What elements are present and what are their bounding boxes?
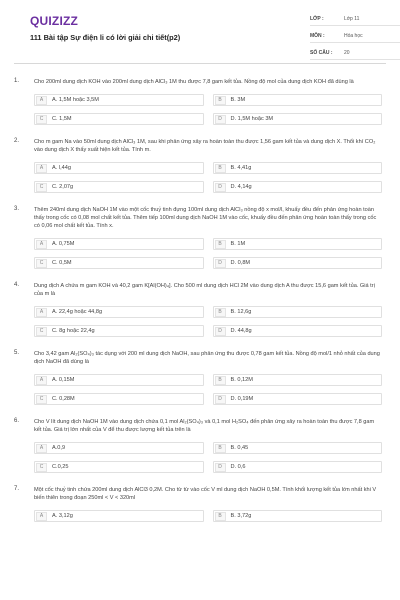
meta-value: Lớp 11 xyxy=(344,15,360,22)
option-letter-box: D xyxy=(215,115,226,124)
question-text: Dung dịch A chứa m gam KOH và 40,2 gam K[Al(OH)₄]. Cho 500 ml dung dịch HCl 2M vào dung dịch A thu được 15,6 gam kết tủa. Giá trị của m là xyxy=(34,283,375,297)
answer-option-a[interactable] xyxy=(34,442,204,454)
answer-option-d[interactable] xyxy=(213,461,383,473)
option-letter-box: C xyxy=(36,327,47,336)
option-letter-box: A xyxy=(36,444,47,453)
option-text: B. 1M xyxy=(230,241,246,247)
option-text: D. 44,8g xyxy=(230,328,252,334)
question-number: 5. xyxy=(14,350,20,356)
option-letter-box: B xyxy=(215,376,226,385)
question-number: 7. xyxy=(14,486,20,492)
option-text: D. 0,6 xyxy=(230,464,246,470)
option-text: D. 1,5M hoặc 3M xyxy=(230,116,274,122)
option-text: C. 0,5M xyxy=(52,260,72,266)
option-text: C.0,25 xyxy=(52,464,69,470)
option-letter-box: A xyxy=(36,240,47,249)
answer-option-c[interactable] xyxy=(34,325,204,337)
option-letter-box: C xyxy=(36,395,47,404)
worksheet-title: 111 Bài tập Sự điện li có lời giải chi tiết(p2) xyxy=(30,33,181,42)
answer-option-a[interactable] xyxy=(34,238,204,250)
question-number: 6. xyxy=(14,418,20,424)
answer-option-a[interactable] xyxy=(34,162,204,174)
answer-option-d[interactable] xyxy=(213,257,383,269)
question-text: Cho 200ml dung dịch KOH vào 200ml dung dịch AlCl₃ 1M thu được 7,8 gam kết tủa. Nồng độ mol của dung dịch KOH đã dùng là xyxy=(34,79,354,85)
answer-option-a[interactable] xyxy=(34,374,204,386)
meta-row-subject xyxy=(310,29,400,43)
meta-label: SỐ CÂU : xyxy=(310,49,333,56)
question-number: 2. xyxy=(14,138,20,144)
question-number: 4. xyxy=(14,282,20,288)
option-letter-box: A xyxy=(36,376,47,385)
option-text: D. 4,14g xyxy=(230,184,252,190)
option-letter-box: D xyxy=(215,463,226,472)
option-letter-box: A xyxy=(36,308,47,317)
option-text: B. 12,6g xyxy=(230,309,252,315)
option-text: C. 1,5M xyxy=(52,116,72,122)
meta-label: MÔN : xyxy=(310,32,325,39)
option-text: C. 0,28M xyxy=(52,396,75,402)
answer-option-c[interactable] xyxy=(34,113,204,125)
answer-options xyxy=(34,94,382,125)
option-text: B. 0,12M xyxy=(230,377,253,383)
answer-option-a[interactable] xyxy=(34,94,204,106)
option-letter-box: B xyxy=(215,164,226,173)
question-number: 3. xyxy=(14,206,20,212)
option-letter-box: B xyxy=(215,512,226,521)
worksheet-header xyxy=(14,0,386,64)
answer-option-d[interactable] xyxy=(213,113,383,125)
question-text: Cho 3,42 gam Al₂(SO₄)₃ tác dụng với 200 ml dung dịch NaOH, sau phản ứng thu được 0,78 gam kết tủa. Nồng độ mol/1 nhỏ nhất của dung dịch NaOH đã dùng là xyxy=(34,351,380,365)
option-text: B. 4,41g xyxy=(230,165,252,171)
option-text: A. 0,75M xyxy=(52,241,75,247)
option-letter-box: D xyxy=(215,183,226,192)
answer-options xyxy=(34,374,382,405)
question-text: Một cốc thuỷ tinh chứa 200ml dung dịch AlCl3 0,2M. Cho từ từ vào cốc V ml dung dịch NaOH 0,5M. Tính khối lượng kết tủa lớn nhất khi V biến thiên trong đoạn 250ml < V < 320ml xyxy=(34,487,377,501)
meta-value: 20 xyxy=(344,49,350,56)
option-text: B. 3,72g xyxy=(230,513,252,519)
answer-option-d[interactable] xyxy=(213,181,383,193)
option-letter-box: B xyxy=(215,240,226,249)
question-7 xyxy=(14,486,386,522)
answer-option-a[interactable] xyxy=(34,306,204,318)
option-letter-box: D xyxy=(215,327,226,336)
answer-option-c[interactable] xyxy=(34,461,204,473)
answer-option-b[interactable] xyxy=(213,94,383,106)
answer-options xyxy=(34,306,382,337)
option-letter-box: C xyxy=(36,463,47,472)
meta-info xyxy=(310,12,400,63)
option-text: C. 8g hoặc 22,4g xyxy=(52,328,95,334)
option-letter-box: B xyxy=(215,96,226,105)
option-letter-box: B xyxy=(215,444,226,453)
option-text: A. 22,4g hoặc 44,8g xyxy=(52,309,103,315)
option-text: B. 3M xyxy=(230,97,246,103)
option-text: D. 0,8M xyxy=(230,260,251,266)
option-letter-box: A xyxy=(36,512,47,521)
question-text: Thêm 240ml dung dịch NaOH 1M vào một cốc thuỷ tinh đựng 100ml dung dịch AlCl₃ nồng độ x mol/l, khuấy đều đến phản ứng hoàn toàn thấy trong cốc có 0,08 mol chất kết tủa. Thêm tiếp 100ml dung dịch NaOH 1M vào cốc, khuấy đều đến phản ứng hoàn toàn thấy trong cốc có 0,06 mol chất kết tủa. Tính x. xyxy=(34,207,377,229)
option-text: C. 2,07g xyxy=(52,184,74,190)
answer-option-c[interactable] xyxy=(34,393,204,405)
answer-options xyxy=(34,442,382,473)
option-text: B. 0,45 xyxy=(230,445,249,451)
answer-options xyxy=(34,162,382,193)
question-1 xyxy=(14,78,386,125)
option-letter-box: C xyxy=(36,259,47,268)
option-letter-box: A xyxy=(36,164,47,173)
option-letter-box: C xyxy=(36,183,47,192)
option-text: A. l,44g xyxy=(52,165,71,171)
answer-option-b[interactable] xyxy=(213,374,383,386)
meta-value: Hóa học xyxy=(344,32,363,39)
option-text: D. 0,19M xyxy=(230,396,254,402)
answer-option-b[interactable] xyxy=(213,442,383,454)
answer-option-b[interactable] xyxy=(213,306,383,318)
question-number: 1. xyxy=(14,78,20,84)
question-2 xyxy=(14,138,386,193)
option-text: A.0,9 xyxy=(52,445,66,451)
meta-row-count xyxy=(310,46,400,60)
answer-option-d[interactable] xyxy=(213,325,383,337)
question-list xyxy=(14,64,386,522)
option-letter-box: C xyxy=(36,115,47,124)
question-5 xyxy=(14,350,386,405)
answer-option-b[interactable] xyxy=(213,162,383,174)
meta-row-class xyxy=(310,12,400,26)
option-text: A. 3,12g xyxy=(52,513,73,519)
option-letter-box: A xyxy=(36,96,47,105)
option-letter-box: D xyxy=(215,395,226,404)
answer-option-c[interactable] xyxy=(34,257,204,269)
question-text: Cho V lít dung dịch NaOH 1M vào dung dịch chứa 0,1 mol Al₂(SO₄)₃ và 0,1 mol H₂SO₄ đến phản ứng xảy ra hoàn toàn thu được 7,8 gam kết tủa. Giá trị lớn nhất của V để thu được lượng kết tủa trên là xyxy=(34,419,375,433)
answer-option-b[interactable] xyxy=(213,510,383,522)
answer-options xyxy=(34,238,382,269)
quizizz-logo: QUIZIZZ xyxy=(30,14,79,28)
answer-options xyxy=(34,510,382,522)
meta-label: LỚP : xyxy=(310,15,324,22)
question-4 xyxy=(14,282,386,337)
question-6 xyxy=(14,418,386,473)
option-text: A. 0,15M xyxy=(52,377,75,383)
question-text: Cho m gam Na vào 50ml dung dịch AlCl₃ 1M, sau khi phản ứng xảy ra hoàn toàn thu được 1,56 gam kết tủa và dung dịch X. Thổi khí CO₂ vào dung dịch X thấy xuất hiện kết tủa. Tính m. xyxy=(34,139,376,153)
option-letter-box: D xyxy=(215,259,226,268)
answer-option-d[interactable] xyxy=(213,393,383,405)
option-letter-box: B xyxy=(215,308,226,317)
option-text: A. 1,5M hoặc 3,5M xyxy=(52,97,99,103)
answer-option-c[interactable] xyxy=(34,181,204,193)
question-3 xyxy=(14,206,386,269)
answer-option-b[interactable] xyxy=(213,238,383,250)
answer-option-a[interactable] xyxy=(34,510,204,522)
